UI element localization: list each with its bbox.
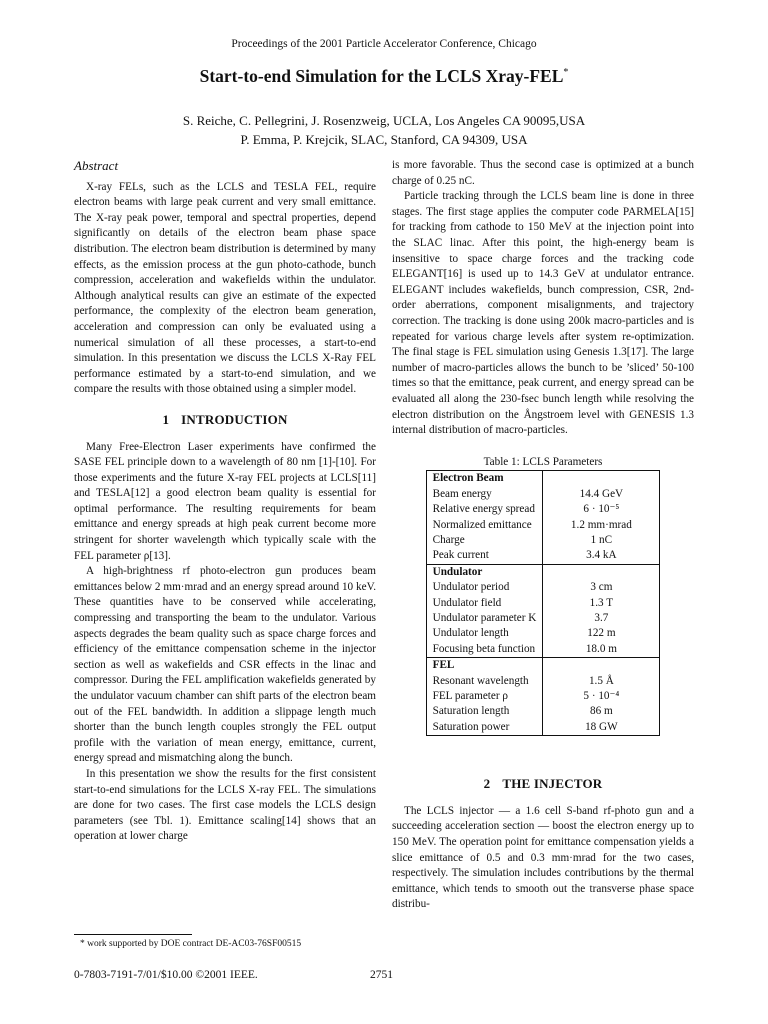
section-heading-introduction	[74, 412, 376, 428]
param-value: 1.5 Å	[543, 674, 660, 689]
param-label: Beam energy	[432, 487, 492, 500]
section-title: THE INJECTOR	[502, 776, 603, 792]
param-label: Undulator period	[432, 581, 510, 594]
param-value: 14.4 GeV	[543, 487, 660, 502]
title-footnote-mark: *	[563, 67, 569, 79]
section-number: 1	[162, 411, 170, 427]
table-row	[426, 533, 660, 548]
table-row	[426, 720, 660, 736]
lcls-parameters-table	[426, 470, 661, 736]
param-label: FEL parameter ρ	[432, 689, 508, 702]
param-label: Peak current	[432, 549, 489, 562]
group-name: Undulator	[426, 564, 543, 580]
footnote-divider	[74, 934, 192, 935]
param-value: 122 m	[543, 626, 660, 641]
param-label: Undulator field	[432, 596, 502, 609]
section-title: INTRODUCTION	[181, 411, 288, 427]
table-row	[426, 674, 660, 689]
table-group-header	[426, 471, 660, 487]
param-value: 3.7	[543, 611, 660, 626]
param-value: 5 · 10⁻⁴	[543, 689, 660, 704]
abstract-text: X-ray FELs, such as the LCLS and TESLA FEL, require electron beams with large peak current and very small emittance. The X-ray peak power, temporal and spectral properties, depend significantly on details of the electron beam phase space distribution. The electron beam distribution is determined by many effects, as the emission process at the gun photo-cathode, bunch compression, acceleration and wakefields within the undulator. Although analytical results can give an estimate of the expected performance, the complexity of the electron beam generation, acceleration and compression can only be evaluated using a numerical simulation of all these processes, a start-to-end simulation. In this presentation we discuss the LCLS X-Ray FEL performance estimated by a start-to-end simulation, and we compare the results with those obtained using a simpler model.	[74, 180, 376, 396]
table-caption: Table 1: LCLS Parameters	[483, 455, 603, 468]
param-value: 86 m	[543, 704, 660, 719]
author-line-slac: P. Emma, P. Krejcik, SLAC, Stanford, CA 94309, USA	[240, 132, 528, 147]
table-row	[426, 611, 660, 626]
table-row	[426, 580, 660, 595]
table-row	[426, 596, 660, 611]
author-line-ucla: S. Reiche, C. Pellegrini, J. Rosenzweig, UCLA, Los Angeles CA 90095,USA	[182, 113, 586, 128]
param-value: 18 GW	[543, 720, 660, 736]
table-row	[426, 642, 660, 658]
group-name: FEL	[426, 658, 543, 674]
table-group-header	[426, 564, 660, 580]
proceedings-header: Proceedings of the 2001 Particle Accelerator Conference, Chicago	[231, 38, 537, 50]
section-heading-injector	[392, 776, 694, 792]
param-label: Focusing beta function	[432, 642, 536, 655]
table-row	[426, 487, 660, 502]
copyright-line: 0-7803-7191-7/01/$10.00 ©2001 IEEE.	[74, 969, 258, 981]
param-label: Resonant wavelength	[432, 674, 529, 687]
param-value: 1.3 T	[543, 596, 660, 611]
param-value: 3 cm	[543, 580, 660, 595]
param-label: Saturation power	[432, 720, 510, 733]
table-row	[426, 548, 660, 564]
tracking-paragraph: Particle tracking through the LCLS beam line is done in three stages. The first stage applies the computer code PARMELA[15] for tracking from cathode to 150 MeV at the injection point into the SLAC linac. After this point, the high-energy beam is insensitive to space charge forces and the tracking code ELEGANT[16] is used up to 14.3 GeV at undulator entrance. ELEGANT includes wakefields, bunch compression, CSR, 2nd-order aberrations, component misalignments, and trajectory correction. The tracking is done using 200k macro-particles and is repeated for various charge levels after system re-optimization. The final stage is FEL simulation using Genesis 1.3[17]. The large number of macro-particles allows the bunch to be ’sliced’ 50-100 times so that the emittance, peak current, and energy spread can be evaluated all along the 230-fsec bunch length while resolving the electron distribution on the Ångstroem level with GENESIS 1.3 internal distribution of macro-particles.	[392, 190, 694, 437]
param-value: 1.2 mm·mrad	[543, 518, 660, 533]
table-row	[426, 704, 660, 719]
param-label: Charge	[432, 533, 465, 546]
param-label: Relative energy spread	[432, 503, 535, 516]
injector-paragraph: The LCLS injector — a 1.6 cell S-band rf-photo gun and a succeeding acceleration section — boost the electron energy up to 150 MeV. The operation point for emittance compensation yields a slice emittance of 0.5 and 0.3 mm·mrad for the two cases, respectively. The simulation includes contributions by the thermal emittance, which tends to smooth out the transverse phase space distribu-	[392, 804, 694, 911]
param-value: 1 nC	[543, 533, 660, 548]
table-row	[426, 502, 660, 517]
param-value: 18.0 m	[543, 642, 660, 658]
page-number: 2751	[370, 969, 393, 981]
param-label: Undulator parameter K	[432, 611, 537, 624]
table-row	[426, 626, 660, 641]
param-label: Undulator length	[432, 627, 509, 640]
author-block	[0, 111, 768, 149]
intro-paragraph: In this presentation we show the results for the first consistent start-to-end simulations for the LCLS X-ray FEL. The simulations are done for two cases. The first case models the LCLS design parameters (see Tbl. 1). Emittance scaling[14] shows that an operation at lower charge	[74, 767, 376, 843]
group-name: Electron Beam	[432, 472, 504, 485]
table-row	[426, 689, 660, 704]
right-column	[392, 158, 694, 913]
footnote: * work supported by DOE contract DE-AC03-76SF00515	[80, 939, 302, 949]
table-group-header	[426, 658, 660, 674]
section-number: 2	[483, 776, 491, 792]
abstract-heading: Abstract	[74, 158, 119, 173]
intro-paragraph: A high-brightness rf photo-electron gun produces beam emittances below 2 mm·mrad and an energy spread around 10 keV. These quantities have to be conserved while accelerating, compressing and transporting the beam to the undulator. Various aspects degrades the beam quality such as space charge forces and efficiency of the emittance compensation scheme in the injector section as well as wakefields and CSR effects in the linac and compressor. During the FEL amplification wakefields generated by the undulator vacuum chamber can shift parts of the electron beam out of the FEL bandwidth. In addition a slippage length much shorter than the bunch length couples strongly the FEL output profile with the variation of mean energy, emittance, current, energy spread and mismatching along the bunch.	[74, 565, 376, 765]
param-label: Saturation length	[432, 705, 510, 718]
table-row	[426, 518, 660, 533]
left-column	[74, 158, 376, 845]
param-value: 6 · 10⁻⁵	[543, 502, 660, 517]
param-value: 3.4 kA	[543, 548, 660, 564]
paper-title	[0, 66, 768, 87]
param-label: Normalized emittance	[432, 518, 532, 531]
continued-paragraph: is more favorable. Thus the second case is optimized at a bunch charge of 0.25 nC.	[392, 159, 694, 187]
paper-title-text: Start-to-end Simulation for the LCLS Xray-FEL	[199, 66, 564, 86]
intro-paragraph: Many Free-Electron Laser experiments have confirmed the SASE FEL principle down to a wavelength of 80 nm [1]-[10]. For those experiments and the future X-ray FEL projects at LCLS[11] and TESLA[12] a good electron beam quality is essential for optimal performance. The resulting requirements for beam emittance and energy spreads at high peak current become more stringent for shorter wavelength which typically scale with the FEL parameter ρ[13].	[74, 440, 376, 562]
